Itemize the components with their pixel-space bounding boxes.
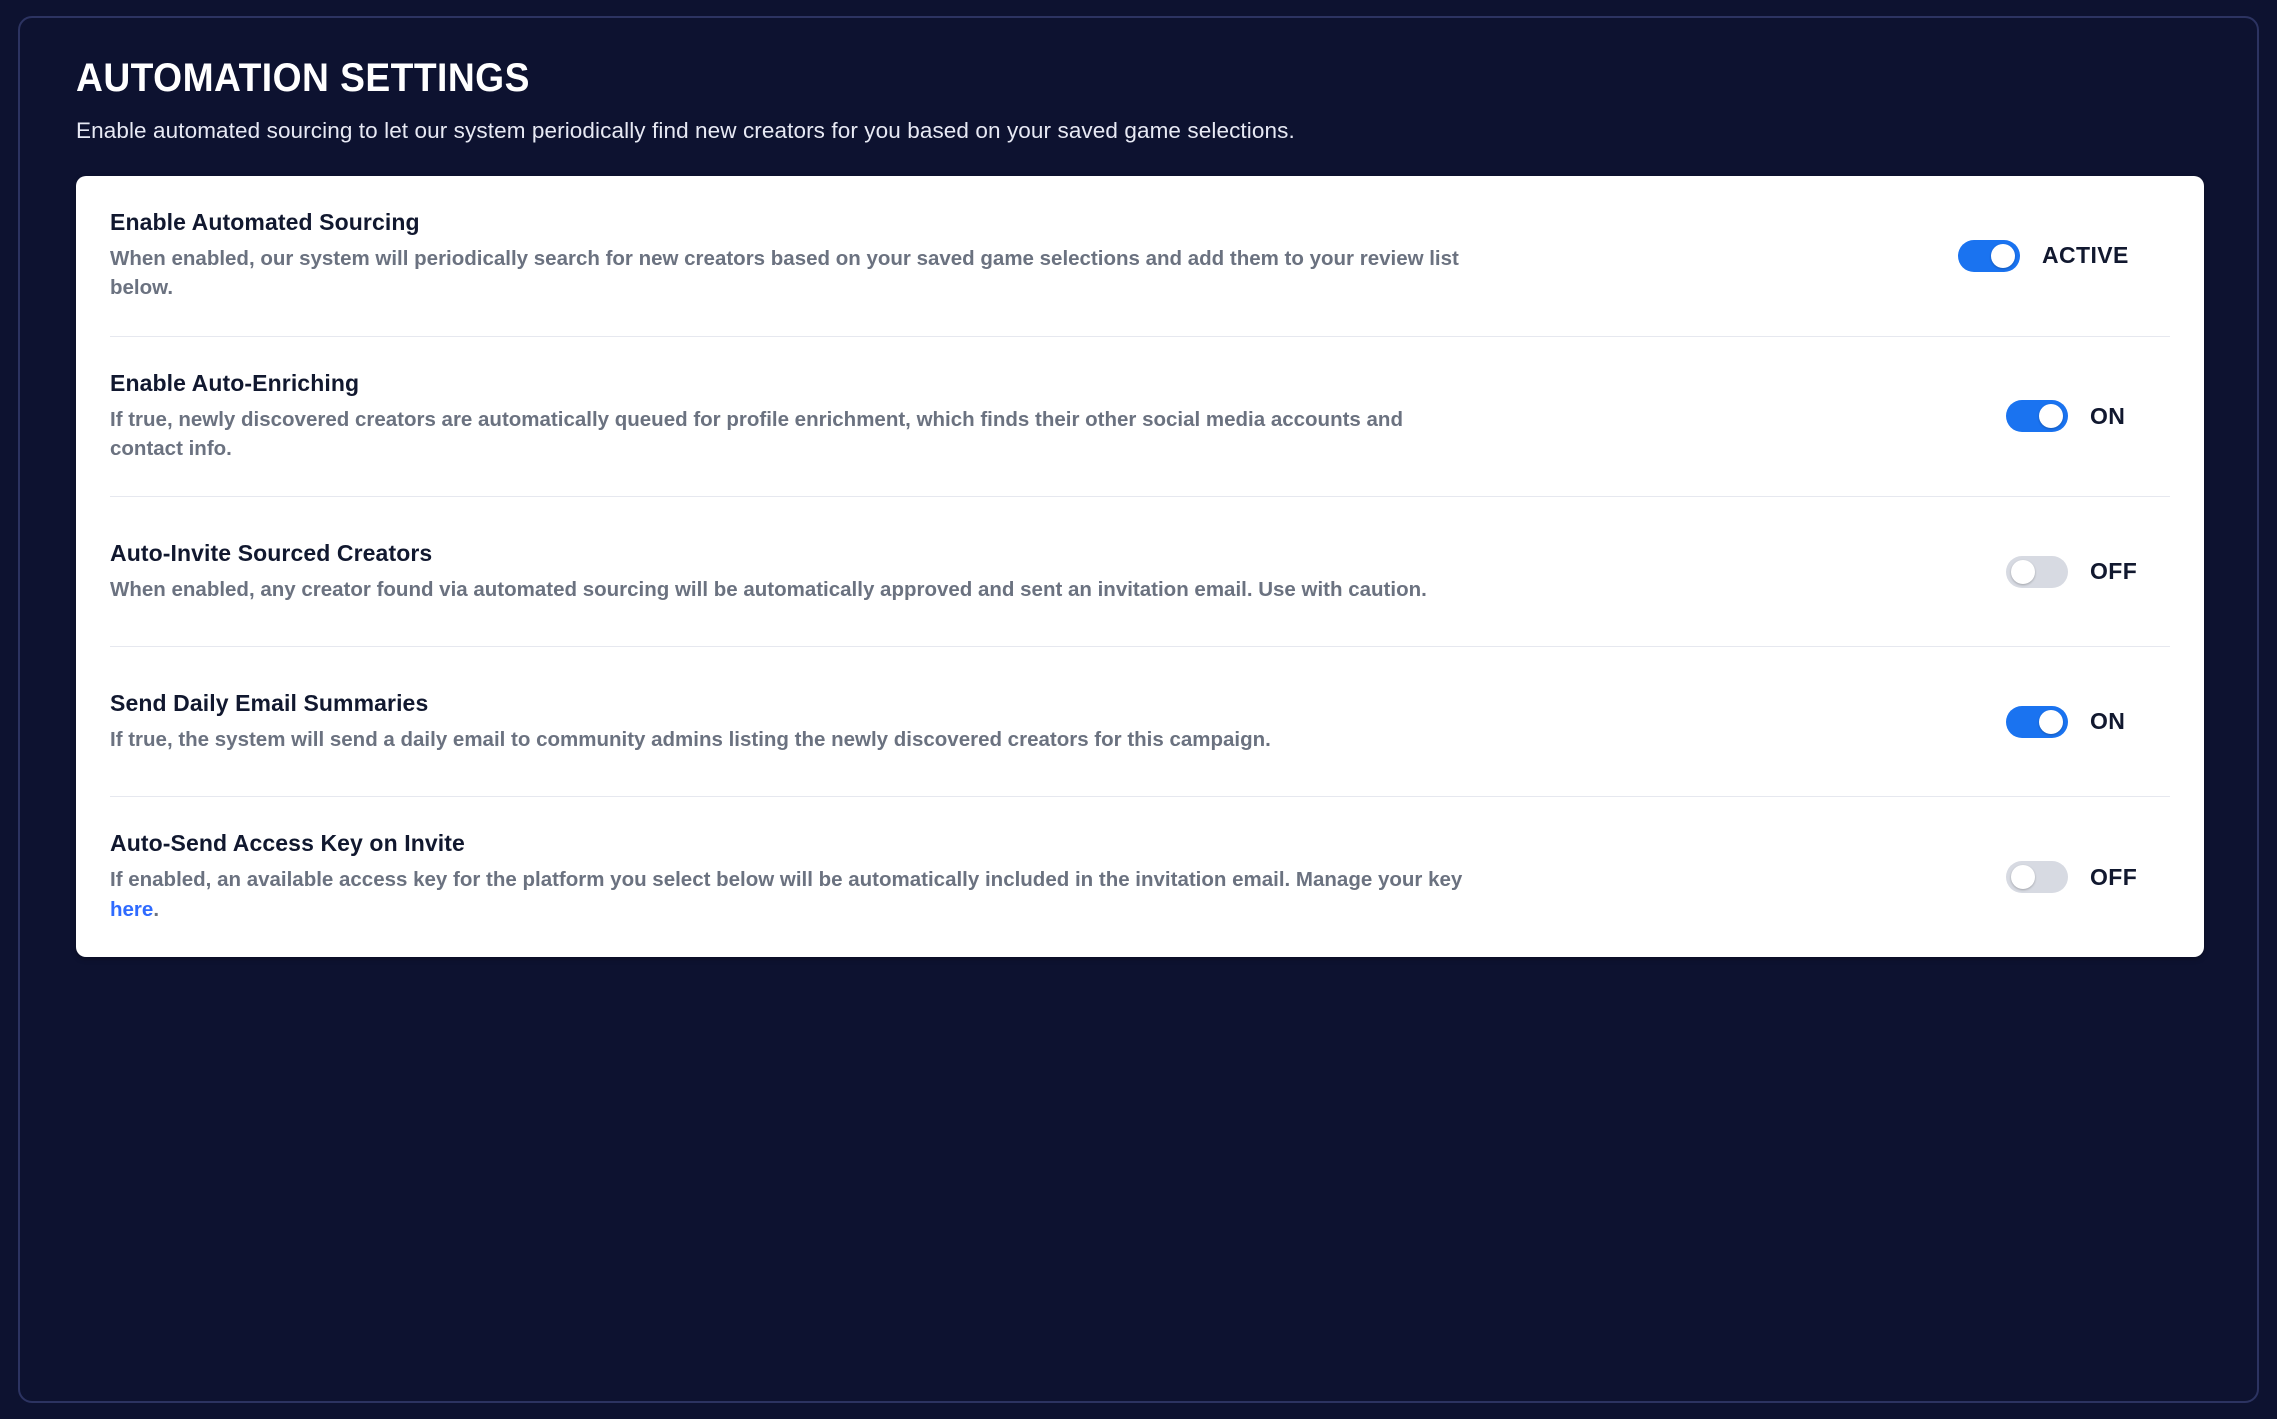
setting-description	[110, 865, 1470, 924]
toggle-state-label: ON	[2090, 708, 2126, 735]
setting-control	[2006, 400, 2170, 432]
setting-description: When enabled, our system will periodically search for new creators based on your saved game selections and add them to your review list below.	[110, 247, 1459, 300]
setting-row-automated-sourcing	[110, 176, 2170, 337]
setting-text	[110, 690, 1271, 754]
toggle-knob-icon	[2011, 560, 2035, 584]
setting-title: Auto-Invite Sourced Creators	[110, 539, 433, 566]
setting-control	[2006, 706, 2170, 738]
setting-description: If true, the system will send a daily email to community admins listing the newly discovered creators for this campaign.	[110, 727, 1271, 751]
toggle-state-label: OFF	[2090, 863, 2138, 890]
setting-row-auto-invite	[110, 497, 2170, 647]
automation-settings-panel	[18, 16, 2259, 1403]
toggle-knob-icon	[2039, 710, 2063, 734]
page-subtitle: Enable automated sourcing to let our system periodically find new creators for you based on your saved game selections.	[76, 118, 1295, 143]
toggle-state-label: ACTIVE	[2042, 242, 2129, 269]
setting-title: Auto-Send Access Key on Invite	[110, 830, 465, 857]
toggle-access-key[interactable]	[2006, 861, 2068, 893]
setting-title: Enable Automated Sourcing	[110, 209, 420, 235]
setting-control	[2006, 861, 2170, 893]
setting-row-auto-enriching	[110, 337, 2170, 498]
setting-text	[110, 209, 1470, 303]
page-title: AUTOMATION SETTINGS	[76, 56, 530, 100]
setting-title: Enable Auto-Enriching	[110, 369, 360, 396]
toggle-knob-icon	[2011, 865, 2035, 889]
setting-description: When enabled, any creator found via automated sourcing will be automatically approved and sent an invitation email. Use with caution.	[110, 577, 1427, 601]
setting-title: Send Daily Email Summaries	[110, 689, 429, 716]
toggle-state-label: OFF	[2090, 558, 2138, 585]
manage-key-link[interactable]: here	[110, 897, 154, 921]
toggle-auto-invite[interactable]	[2006, 556, 2068, 588]
toggle-knob-icon	[1991, 244, 2015, 268]
settings-card	[76, 176, 2204, 957]
setting-text	[110, 370, 1470, 464]
setting-row-daily-summaries	[110, 647, 2170, 797]
toggle-auto-enriching[interactable]	[2006, 400, 2068, 432]
setting-description-before: If enabled, an available access key for the platform you select below will be automatically included in the invitation email. Manage your key	[110, 868, 1463, 892]
setting-row-access-key	[110, 797, 2170, 957]
toggle-state-label: ON	[2090, 402, 2126, 429]
toggle-automated-sourcing[interactable]	[1958, 240, 2020, 272]
setting-description-after: .	[153, 897, 160, 921]
setting-description: If true, newly discovered creators are automatically queued for profile enrichment, which finds their other social media accounts and contact info.	[110, 407, 1403, 460]
setting-control	[1958, 240, 2170, 272]
toggle-daily-summaries[interactable]	[2006, 706, 2068, 738]
setting-text	[110, 830, 1470, 924]
toggle-knob-icon	[2039, 404, 2063, 428]
setting-control	[2006, 556, 2170, 588]
setting-text	[110, 540, 1427, 604]
